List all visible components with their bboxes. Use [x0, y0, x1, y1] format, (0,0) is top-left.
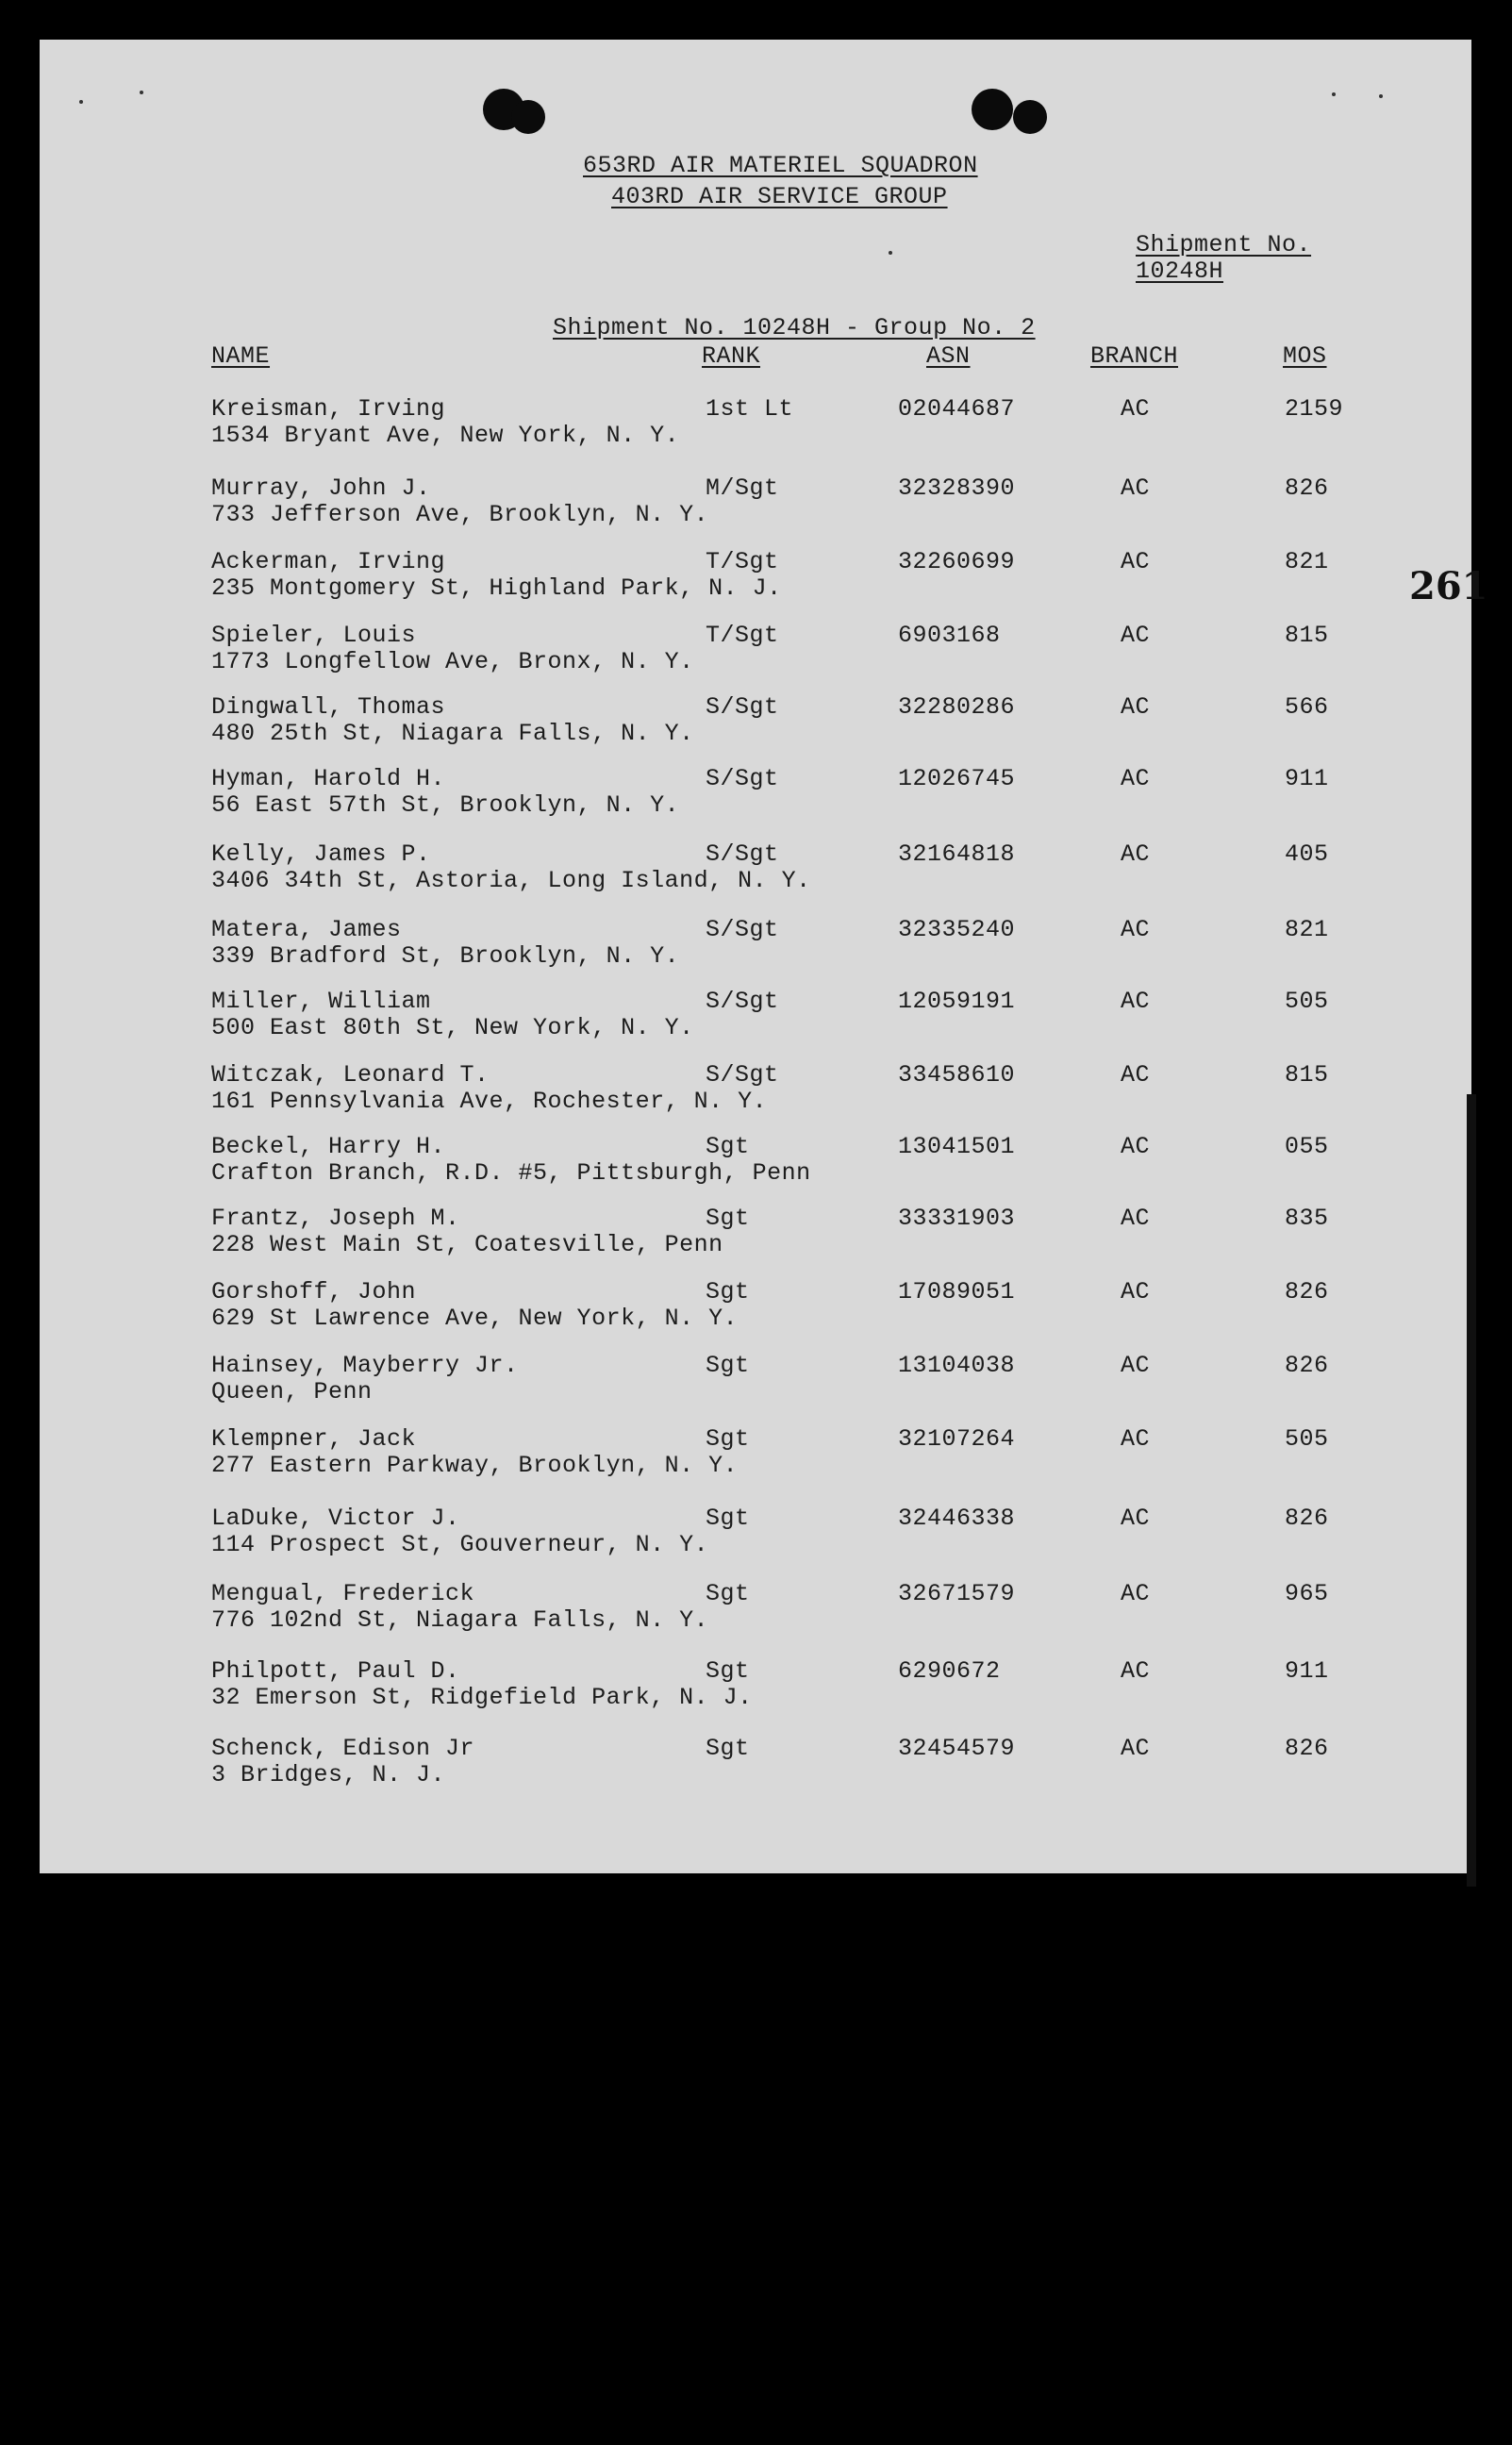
entry-branch: AC	[1121, 916, 1151, 943]
entry-branch: AC	[1121, 1205, 1151, 1232]
entry-rank: S/Sgt	[706, 840, 779, 868]
entry-rank: M/Sgt	[706, 474, 779, 502]
entry-asn: 32260699	[898, 548, 1016, 575]
entry-mos: 821	[1285, 916, 1329, 943]
entry-address: 3406 34th St, Astoria, Long Island, N. Y.	[211, 867, 811, 894]
entry-name: Hainsey, Mayberry Jr.	[211, 1352, 519, 1379]
entry-rank: Sgt	[706, 1352, 750, 1379]
list-item	[40, 1736, 1471, 1792]
list-item	[40, 396, 1471, 453]
entry-address: 480 25th St, Niagara Falls, N. Y.	[211, 720, 694, 747]
entry-mos: 911	[1285, 765, 1329, 792]
entry-address: 500 East 80th St, New York, N. Y.	[211, 1014, 694, 1041]
entry-mos: 826	[1285, 474, 1329, 502]
speck-icon	[1332, 92, 1336, 96]
entry-mos: 055	[1285, 1133, 1329, 1160]
entry-mos: 505	[1285, 1425, 1329, 1453]
entry-asn: 6290672	[898, 1657, 1001, 1685]
entry-asn: 12059191	[898, 988, 1016, 1015]
list-item	[40, 989, 1471, 1045]
entry-address: 776 102nd St, Niagara Falls, N. Y.	[211, 1606, 709, 1634]
entry-branch: AC	[1121, 988, 1151, 1015]
squadron-title: 653RD AIR MATERIEL SQUADRON	[583, 152, 978, 179]
entry-rank: Sgt	[706, 1425, 750, 1453]
entry-asn: 32280286	[898, 693, 1016, 721]
entry-name: Philpott, Paul D.	[211, 1657, 460, 1685]
list-item	[40, 1279, 1471, 1336]
entry-mos: 826	[1285, 1505, 1329, 1532]
entry-rank: Sgt	[706, 1735, 750, 1762]
entry-mos: 911	[1285, 1657, 1329, 1685]
entry-rank: Sgt	[706, 1278, 750, 1306]
entry-name: Dingwall, Thomas	[211, 693, 446, 721]
entry-branch: AC	[1121, 1505, 1151, 1532]
entry-branch: AC	[1121, 1735, 1151, 1762]
entry-address: 32 Emerson St, Ridgefield Park, N. J.	[211, 1684, 753, 1711]
punch-hole-left-shadow-icon	[511, 100, 545, 134]
entry-rank: S/Sgt	[706, 988, 779, 1015]
entry-branch: AC	[1121, 1061, 1151, 1089]
speck-icon	[140, 91, 143, 94]
entry-branch: AC	[1121, 1580, 1151, 1607]
list-item	[40, 841, 1471, 898]
list-item	[40, 917, 1471, 973]
entry-mos: 815	[1285, 1061, 1329, 1089]
entry-rank: S/Sgt	[706, 916, 779, 943]
entry-name: Murray, John J.	[211, 474, 431, 502]
entry-name: Gorshoff, John	[211, 1278, 417, 1306]
column-header-asn: ASN	[926, 342, 971, 370]
entry-mos: 566	[1285, 693, 1329, 721]
entry-name: Miller, William	[211, 988, 431, 1015]
entry-address: 629 St Lawrence Ave, New York, N. Y.	[211, 1305, 739, 1332]
entry-asn: 32328390	[898, 474, 1016, 502]
entry-rank: S/Sgt	[706, 765, 779, 792]
entry-mos: 826	[1285, 1735, 1329, 1762]
entry-branch: AC	[1121, 1278, 1151, 1306]
entry-asn: 33331903	[898, 1205, 1016, 1232]
list-item	[40, 623, 1471, 679]
entry-asn: 32107264	[898, 1425, 1016, 1453]
entry-asn: 32335240	[898, 916, 1016, 943]
entry-mos: 835	[1285, 1205, 1329, 1232]
entry-asn: 6903168	[898, 622, 1001, 649]
shipment-group-subtitle: Shipment No. 10248H - Group No. 2	[553, 314, 1036, 341]
entry-rank: T/Sgt	[706, 622, 779, 649]
entry-name: Ackerman, Irving	[211, 548, 446, 575]
entry-name: Mengual, Frederick	[211, 1580, 475, 1607]
entry-name: Hyman, Harold H.	[211, 765, 446, 792]
entry-address: 1534 Bryant Ave, New York, N. Y.	[211, 422, 680, 449]
entry-rank: Sgt	[706, 1205, 750, 1232]
entry-branch: AC	[1121, 474, 1151, 502]
entry-name: Witczak, Leonard T.	[211, 1061, 490, 1089]
entry-asn: 32164818	[898, 840, 1016, 868]
entry-branch: AC	[1121, 840, 1151, 868]
entry-branch: AC	[1121, 693, 1151, 721]
entry-name: Matera, James	[211, 916, 402, 943]
entry-asn: 13104038	[898, 1352, 1016, 1379]
list-item	[40, 1134, 1471, 1190]
entry-mos: 965	[1285, 1580, 1329, 1607]
entry-name: Kelly, James P.	[211, 840, 431, 868]
column-header-name: NAME	[211, 342, 271, 370]
entry-mos: 815	[1285, 622, 1329, 649]
entry-asn: 02044687	[898, 395, 1016, 423]
entry-address: 161 Pennsylvania Ave, Rochester, N. Y.	[211, 1088, 768, 1115]
entry-branch: AC	[1121, 1425, 1151, 1453]
entry-rank: 1st Lt	[706, 395, 794, 423]
punch-hole-right-icon	[972, 89, 1013, 130]
group-title: 403RD AIR SERVICE GROUP	[611, 183, 948, 210]
list-item	[40, 1353, 1471, 1409]
entry-branch: AC	[1121, 1657, 1151, 1685]
speck-icon	[79, 100, 83, 104]
entry-address: Crafton Branch, R.D. #5, Pittsburgh, Penn	[211, 1159, 811, 1187]
page-number: 261	[1409, 564, 1488, 608]
document-page	[40, 40, 1488, 1873]
entry-name: Kreisman, Irving	[211, 395, 446, 423]
entry-mos: 405	[1285, 840, 1329, 868]
entry-name: Klempner, Jack	[211, 1425, 417, 1453]
entry-name: Schenck, Edison Jr	[211, 1735, 475, 1762]
entry-address: 114 Prospect St, Gouverneur, N. Y.	[211, 1531, 709, 1558]
entry-rank: S/Sgt	[706, 693, 779, 721]
column-header-branch: BRANCH	[1090, 342, 1179, 370]
entry-address: 56 East 57th St, Brooklyn, N. Y.	[211, 791, 680, 819]
entry-branch: AC	[1121, 622, 1151, 649]
entry-rank: T/Sgt	[706, 548, 779, 575]
list-item	[40, 766, 1471, 823]
column-header-rank: RANK	[702, 342, 761, 370]
entry-mos: 2159	[1285, 395, 1344, 423]
entry-name: Beckel, Harry H.	[211, 1133, 446, 1160]
list-item	[40, 1206, 1471, 1262]
entry-address: 228 West Main St, Coatesville, Penn	[211, 1231, 723, 1258]
entry-branch: AC	[1121, 1352, 1151, 1379]
entry-mos: 821	[1285, 548, 1329, 575]
list-item	[40, 1426, 1471, 1483]
entry-address: 339 Bradford St, Brooklyn, N. Y.	[211, 942, 680, 970]
entry-address: 277 Eastern Parkway, Brooklyn, N. Y.	[211, 1452, 739, 1479]
entry-rank: Sgt	[706, 1133, 750, 1160]
entry-asn: 12026745	[898, 765, 1016, 792]
list-item	[40, 1062, 1471, 1119]
entry-asn: 32454579	[898, 1735, 1016, 1762]
entry-asn: 32446338	[898, 1505, 1016, 1532]
entry-address: 733 Jefferson Ave, Brooklyn, N. Y.	[211, 501, 709, 528]
entry-address: 235 Montgomery St, Highland Park, N. J.	[211, 574, 782, 602]
shipment-label: Shipment No.	[1136, 231, 1312, 258]
entry-asn: 17089051	[898, 1278, 1016, 1306]
entry-address: 1773 Longfellow Ave, Bronx, N. Y.	[211, 648, 694, 675]
entry-name: LaDuke, Victor J.	[211, 1505, 460, 1532]
entry-mos: 826	[1285, 1278, 1329, 1306]
punch-hole-right-shadow-icon	[1013, 100, 1047, 134]
entry-branch: AC	[1121, 765, 1151, 792]
entry-rank: S/Sgt	[706, 1061, 779, 1089]
entry-name: Spieler, Louis	[211, 622, 417, 649]
entry-branch: AC	[1121, 395, 1151, 423]
entry-rank: Sgt	[706, 1657, 750, 1685]
list-item	[40, 549, 1471, 606]
entry-asn: 13041501	[898, 1133, 1016, 1160]
speck-icon	[889, 251, 892, 255]
entry-asn: 33458610	[898, 1061, 1016, 1089]
entry-rank: Sgt	[706, 1580, 750, 1607]
entry-mos: 826	[1285, 1352, 1329, 1379]
column-header-mos: MOS	[1283, 342, 1327, 370]
entry-asn: 32671579	[898, 1580, 1016, 1607]
shipment-value: 10248H	[1136, 258, 1224, 285]
entry-address: 3 Bridges, N. J.	[211, 1761, 446, 1788]
page-edge-shadow	[1467, 1094, 1476, 1887]
list-item	[40, 1581, 1471, 1638]
entry-branch: AC	[1121, 548, 1151, 575]
entry-address: Queen, Penn	[211, 1378, 373, 1405]
entry-mos: 505	[1285, 988, 1329, 1015]
list-item	[40, 1505, 1471, 1562]
list-item	[40, 1658, 1471, 1715]
entry-name: Frantz, Joseph M.	[211, 1205, 460, 1232]
list-item	[40, 475, 1471, 532]
entry-branch: AC	[1121, 1133, 1151, 1160]
speck-icon	[1379, 94, 1383, 98]
list-item	[40, 694, 1471, 751]
entry-rank: Sgt	[706, 1505, 750, 1532]
